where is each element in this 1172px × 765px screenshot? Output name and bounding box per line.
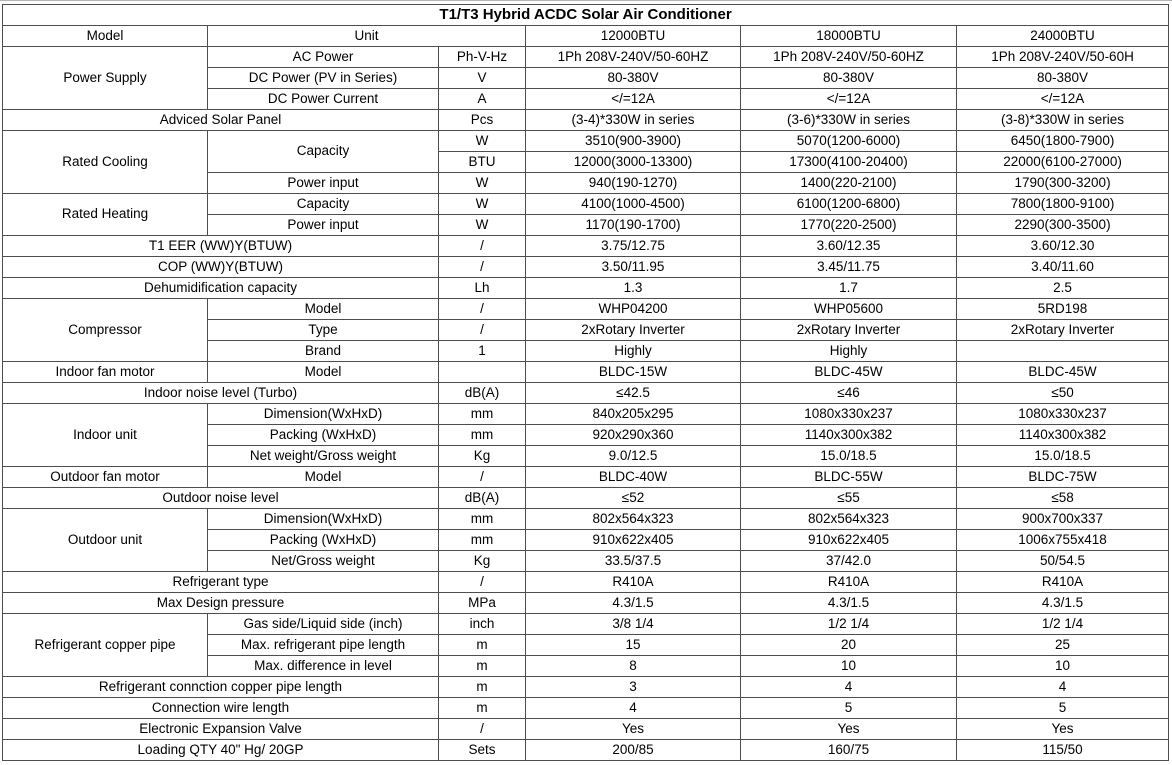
unit-cell: mm xyxy=(439,530,526,551)
spec-value: 4.3/1.5 xyxy=(526,593,741,614)
column-header: Model xyxy=(3,26,208,47)
table-row xyxy=(3,488,1169,509)
table-row xyxy=(3,257,1169,278)
unit-cell: dB(A) xyxy=(439,488,526,509)
spec-value: 5070(1200-6000) xyxy=(741,131,957,152)
table-row xyxy=(3,278,1169,299)
spec-value: 160/75 xyxy=(741,740,957,761)
unit-cell: m xyxy=(439,677,526,698)
row-label: Loading QTY 40" Hg/ 20GP xyxy=(3,740,439,761)
row-label: Indoor fan motor xyxy=(3,362,208,383)
row-label: Dimension(WxHxD) xyxy=(208,509,439,530)
spec-value: 1790(300-3200) xyxy=(957,173,1169,194)
unit-cell: Ph-V-Hz xyxy=(439,47,526,68)
spec-value: (3-6)*330W in series xyxy=(741,110,957,131)
spec-value: 1080x330x237 xyxy=(741,404,957,425)
spec-value: WHP05600 xyxy=(741,299,957,320)
spec-value: 2xRotary Inverter xyxy=(526,320,741,341)
table-row xyxy=(3,572,1169,593)
spec-value: 10 xyxy=(741,656,957,677)
unit-cell xyxy=(439,362,526,383)
table-row xyxy=(3,698,1169,719)
spec-value: 80-380V xyxy=(741,68,957,89)
spec-value: 940(190-1270) xyxy=(526,173,741,194)
table-title: T1/T3 Hybrid ACDC Solar Air Conditioner xyxy=(3,5,1169,26)
spec-value: 10 xyxy=(957,656,1169,677)
row-label: Max. refrigerant pipe length xyxy=(208,635,439,656)
spec-value: 1140x300x382 xyxy=(741,425,957,446)
spec-value: WHP04200 xyxy=(526,299,741,320)
row-label: Adviced Solar Panel xyxy=(3,110,439,131)
row-label: Net weight/Gross weight xyxy=(208,446,439,467)
table-row xyxy=(3,110,1169,131)
unit-cell: Kg xyxy=(439,551,526,572)
unit-cell: Lh xyxy=(439,278,526,299)
spec-value: 5 xyxy=(957,698,1169,719)
spec-value: Yes xyxy=(741,719,957,740)
spec-value: 1140x300x382 xyxy=(957,425,1169,446)
spec-value: 8 xyxy=(526,656,741,677)
spec-value: 1/2 1/4 xyxy=(957,614,1169,635)
spec-value: R410A xyxy=(526,572,741,593)
table-row xyxy=(3,26,1169,47)
table-row xyxy=(3,719,1169,740)
column-header: 18000BTU xyxy=(741,26,957,47)
row-label: Refrigerant connction copper pipe length xyxy=(3,677,439,698)
row-label: Outdoor unit xyxy=(3,509,208,572)
spec-value: 2.5 xyxy=(957,278,1169,299)
spec-value: Highly xyxy=(741,341,957,362)
spec-value: 3 xyxy=(526,677,741,698)
spec-value: R410A xyxy=(957,572,1169,593)
column-header: Unit xyxy=(208,26,526,47)
unit-cell: m xyxy=(439,698,526,719)
spec-value: 6450(1800-7900) xyxy=(957,131,1169,152)
unit-cell: mm xyxy=(439,404,526,425)
spec-value: 15.0/18.5 xyxy=(741,446,957,467)
unit-cell: MPa xyxy=(439,593,526,614)
spec-value: 15.0/18.5 xyxy=(957,446,1169,467)
table-row xyxy=(3,593,1169,614)
spec-value: 1Ph 208V-240V/50-60HZ xyxy=(741,47,957,68)
row-label: Model xyxy=(208,299,439,320)
row-label: Power Supply xyxy=(3,47,208,110)
spec-value: 2xRotary Inverter xyxy=(957,320,1169,341)
spec-value: 1006x755x418 xyxy=(957,530,1169,551)
row-label: T1 EER (WW)Y(BTUW) xyxy=(3,236,439,257)
row-label: Power input xyxy=(208,215,439,236)
spec-value: 1400(220-2100) xyxy=(741,173,957,194)
table-row xyxy=(3,299,1169,320)
row-label: DC Power (PV in Series) xyxy=(208,68,439,89)
spec-value: 3.60/12.35 xyxy=(741,236,957,257)
row-label: Model xyxy=(208,362,439,383)
spec-value: 3.40/11.60 xyxy=(957,257,1169,278)
spec-value: 840x205x295 xyxy=(526,404,741,425)
row-label: COP (WW)Y(BTUW) xyxy=(3,257,439,278)
spec-value: 5 xyxy=(741,698,957,719)
row-label: Indoor unit xyxy=(3,404,208,467)
spec-value: ≤58 xyxy=(957,488,1169,509)
table-row xyxy=(3,131,1169,152)
spec-value: 80-380V xyxy=(957,68,1169,89)
spec-value: 15 xyxy=(526,635,741,656)
unit-cell: / xyxy=(439,719,526,740)
unit-cell: W xyxy=(439,131,526,152)
spec-value: BLDC-15W xyxy=(526,362,741,383)
spec-value: BLDC-75W xyxy=(957,467,1169,488)
unit-cell: mm xyxy=(439,509,526,530)
unit-cell: inch xyxy=(439,614,526,635)
unit-cell: m xyxy=(439,656,526,677)
unit-cell: / xyxy=(439,299,526,320)
spec-value: 50/54.5 xyxy=(957,551,1169,572)
row-label: Model xyxy=(208,467,439,488)
table-row xyxy=(3,194,1169,215)
page-top-edge xyxy=(0,0,1172,1)
row-label: Packing (WxHxD) xyxy=(208,530,439,551)
spec-value: BLDC-45W xyxy=(741,362,957,383)
spec-value: Yes xyxy=(957,719,1169,740)
row-label: Outdoor fan motor xyxy=(3,467,208,488)
spec-value: 33.5/37.5 xyxy=(526,551,741,572)
row-label: Gas side/Liquid side (inch) xyxy=(208,614,439,635)
spec-value: 17300(4100-20400) xyxy=(741,152,957,173)
unit-cell: 1 xyxy=(439,341,526,362)
row-label: Power input xyxy=(208,173,439,194)
table-row xyxy=(3,509,1169,530)
spec-value: 4.3/1.5 xyxy=(957,593,1169,614)
spec-value: 4 xyxy=(741,677,957,698)
spec-value: 3.45/11.75 xyxy=(741,257,957,278)
spec-value xyxy=(957,341,1169,362)
spec-value: </=12A xyxy=(741,89,957,110)
spec-value: 200/85 xyxy=(526,740,741,761)
unit-cell: / xyxy=(439,467,526,488)
spec-value: 22000(6100-27000) xyxy=(957,152,1169,173)
spec-value: 1080x330x237 xyxy=(957,404,1169,425)
spec-value: 3.60/12.30 xyxy=(957,236,1169,257)
spec-value: 910x622x405 xyxy=(741,530,957,551)
unit-cell: m xyxy=(439,635,526,656)
spec-value: R410A xyxy=(741,572,957,593)
spec-value: 1Ph 208V-240V/50-60H xyxy=(957,47,1169,68)
spec-value: 4 xyxy=(526,698,741,719)
row-label: Net/Gross weight xyxy=(208,551,439,572)
spec-value: 1.3 xyxy=(526,278,741,299)
unit-cell: W xyxy=(439,194,526,215)
spec-value: 4 xyxy=(957,677,1169,698)
spec-value: 802x564x323 xyxy=(526,509,741,530)
spec-value: ≤42.5 xyxy=(526,383,741,404)
spec-value: 12000(3000-13300) xyxy=(526,152,741,173)
table-row xyxy=(3,5,1169,26)
row-label: Max. difference in level xyxy=(208,656,439,677)
row-label: Outdoor noise level xyxy=(3,488,439,509)
spec-value: </=12A xyxy=(957,89,1169,110)
spec-value: 3/8 1/4 xyxy=(526,614,741,635)
spec-value: 920x290x360 xyxy=(526,425,741,446)
spec-value: ≤46 xyxy=(741,383,957,404)
table-row xyxy=(3,383,1169,404)
spec-table xyxy=(2,4,1169,761)
unit-cell: / xyxy=(439,572,526,593)
unit-cell: dB(A) xyxy=(439,383,526,404)
spec-value: 1.7 xyxy=(741,278,957,299)
row-label: Rated Heating xyxy=(3,194,208,236)
row-label: Connection wire length xyxy=(3,698,439,719)
spec-value: </=12A xyxy=(526,89,741,110)
spec-value: (3-8)*330W in series xyxy=(957,110,1169,131)
row-label: Dehumidification capacity xyxy=(3,278,439,299)
spec-value: 115/50 xyxy=(957,740,1169,761)
unit-cell: A xyxy=(439,89,526,110)
row-label: Packing (WxHxD) xyxy=(208,425,439,446)
row-label: Capacity xyxy=(208,131,439,173)
row-label: Rated Cooling xyxy=(3,131,208,194)
spec-value: 5RD198 xyxy=(957,299,1169,320)
unit-cell: Kg xyxy=(439,446,526,467)
spec-value: 3510(900-3900) xyxy=(526,131,741,152)
spec-value: 7800(1800-9100) xyxy=(957,194,1169,215)
spec-value: 1170(190-1700) xyxy=(526,215,741,236)
unit-cell: mm xyxy=(439,425,526,446)
unit-cell: V xyxy=(439,68,526,89)
row-label: Refrigerant copper pipe xyxy=(3,614,208,677)
row-label: Brand xyxy=(208,341,439,362)
spec-value: ≤52 xyxy=(526,488,741,509)
unit-cell: Sets xyxy=(439,740,526,761)
unit-cell: W xyxy=(439,173,526,194)
unit-cell: / xyxy=(439,320,526,341)
spec-value: 802x564x323 xyxy=(741,509,957,530)
unit-cell: W xyxy=(439,215,526,236)
row-label: Refrigerant type xyxy=(3,572,439,593)
spec-value: 910x622x405 xyxy=(526,530,741,551)
spec-value: 1Ph 208V-240V/50-60HZ xyxy=(526,47,741,68)
table-row xyxy=(3,362,1169,383)
column-header: 12000BTU xyxy=(526,26,741,47)
row-label: DC Power Current xyxy=(208,89,439,110)
spec-value: 2290(300-3500) xyxy=(957,215,1169,236)
table-row xyxy=(3,404,1169,425)
spec-value: ≤55 xyxy=(741,488,957,509)
unit-cell: BTU xyxy=(439,152,526,173)
row-label: Dimension(WxHxD) xyxy=(208,404,439,425)
spec-value: BLDC-45W xyxy=(957,362,1169,383)
spec-value: (3-4)*330W in series xyxy=(526,110,741,131)
spec-value: 80-380V xyxy=(526,68,741,89)
table-row xyxy=(3,236,1169,257)
table-row xyxy=(3,47,1169,68)
unit-cell: Pcs xyxy=(439,110,526,131)
spec-value: 4100(1000-4500) xyxy=(526,194,741,215)
unit-cell: / xyxy=(439,236,526,257)
spec-value: Highly xyxy=(526,341,741,362)
spec-value: 25 xyxy=(957,635,1169,656)
row-label: Capacity xyxy=(208,194,439,215)
spec-value: 900x700x337 xyxy=(957,509,1169,530)
spec-value: Yes xyxy=(526,719,741,740)
table-row xyxy=(3,677,1169,698)
unit-cell: / xyxy=(439,257,526,278)
spec-value: ≤50 xyxy=(957,383,1169,404)
spec-value: 37/42.0 xyxy=(741,551,957,572)
spec-value: 6100(1200-6800) xyxy=(741,194,957,215)
spec-value: 4.3/1.5 xyxy=(741,593,957,614)
row-label: Compressor xyxy=(3,299,208,362)
row-label: AC Power xyxy=(208,47,439,68)
row-label: Type xyxy=(208,320,439,341)
spec-value: 3.75/12.75 xyxy=(526,236,741,257)
spec-value: BLDC-40W xyxy=(526,467,741,488)
table-row xyxy=(3,614,1169,635)
row-label: Electronic Expansion Valve xyxy=(3,719,439,740)
spec-value: BLDC-55W xyxy=(741,467,957,488)
column-header: 24000BTU xyxy=(957,26,1169,47)
spec-value: 3.50/11.95 xyxy=(526,257,741,278)
spec-value: 2xRotary Inverter xyxy=(741,320,957,341)
row-label: Indoor noise level (Turbo) xyxy=(3,383,439,404)
spec-value: 9.0/12.5 xyxy=(526,446,741,467)
table-row xyxy=(3,740,1169,761)
spec-value: 1/2 1/4 xyxy=(741,614,957,635)
spec-value: 20 xyxy=(741,635,957,656)
spec-value: 1770(220-2500) xyxy=(741,215,957,236)
row-label: Max Design pressure xyxy=(3,593,439,614)
table-row xyxy=(3,467,1169,488)
